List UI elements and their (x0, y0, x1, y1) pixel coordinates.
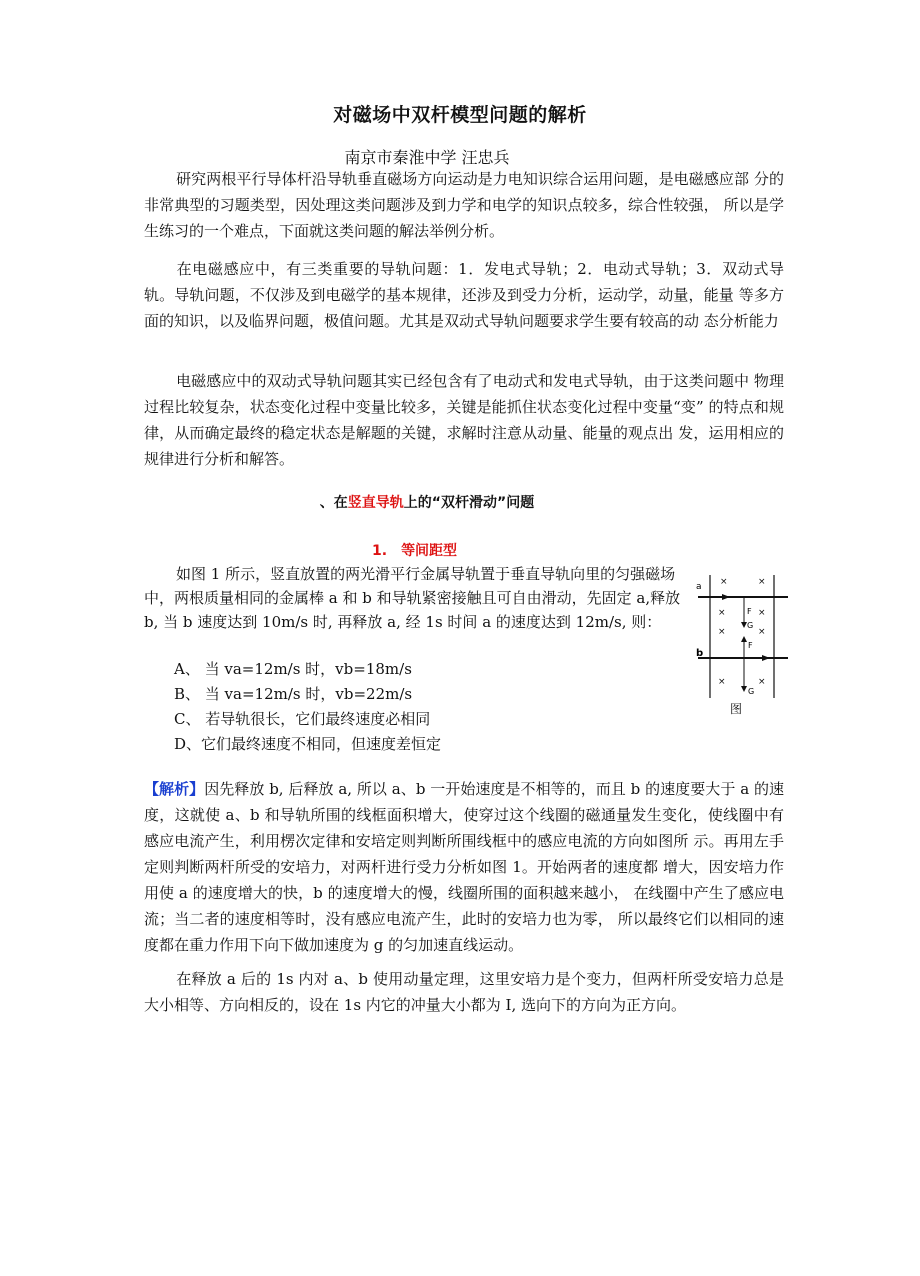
force-g-label: G (748, 687, 755, 696)
rail-diagram (692, 570, 792, 720)
current-arrow-icon (722, 594, 730, 600)
rod-b-label: b (696, 648, 704, 659)
figure-caption: 图 (730, 702, 743, 716)
arrow-up-icon (741, 636, 747, 642)
section-heading-prefix: 、在 (319, 495, 348, 511)
field-cross: × (718, 608, 726, 618)
rod-a-label: a (696, 582, 702, 592)
analysis-paragraph (144, 776, 784, 958)
question-body: 如图 1 所示，竖直放置的两光滑平行金属导轨置于垂直导轨向里的匀强磁场中，两根质量相同的金属棒 a 和 b 和导轨紧密接触且可自由滑动，先固定 a,释放 b, 当 b 速度达到 10m/s 时, 再释放 a, 经 1s 时间 a 的速度达到 12m/s, 则： (144, 565, 681, 631)
option-a: A、 当 va=12m/s 时，vb=18m/s (174, 660, 412, 678)
option-b: B、 当 va=12m/s 时，vb=22m/s (174, 685, 413, 703)
author-line: 南京市秦淮中学 汪忠兵 (344, 148, 510, 167)
intro-paragraph-2 (144, 256, 784, 334)
section-heading-highlight: 竖直导轨 (347, 495, 404, 511)
arrow-down-icon (741, 686, 747, 692)
force-f-label: F (747, 607, 752, 616)
force-f-label: F (748, 641, 753, 650)
intro-paragraph-3-text: 电磁感应中的双动式导轨问题其实已经包含有了电动式和发电式导轨，由于这类问题中 物理过程比较复杂，状态变化过程中变量比较多，关键是能抓住状态变化过程中变量“变” 的特点和规律，从而确定最终的稳定状态是解题的关键，求解时注意从动量、能量的观点出 发，运用相应的规律进行分析和解答。 (144, 372, 784, 468)
options-list (174, 657, 441, 757)
field-cross: × (758, 577, 766, 587)
intro-paragraph-2-text: 在电磁感应中，有三类重要的导轨问题：1．发电式导轨；2．电动式导轨；3．双动式导轨。导轨问题，不仅涉及到电磁学的基本规律，还涉及到受力分析，运动学，动量，能量 等多方面的知识，以及临界问题，极值问题。尤其是双动式导轨问题要求学生要有较高的动 态分析能力 (144, 260, 784, 330)
field-cross: × (718, 627, 726, 637)
page-title: 对磁场中双杆模型问题的解析 (333, 104, 587, 126)
intro-paragraph-1-text: 研究两根平行导体杆沿导轨垂直磁场方向运动是力电知识综合运用问题，是电磁感应部 分的非常典型的习题类型，因处理这类问题涉及到力学和电学的知识点较多，综合性较强， 所以是学生练习的一个难点，下面就这类问题的解法举例分析。 (144, 170, 784, 240)
final-paragraph (144, 966, 784, 1018)
final-paragraph-text: 在释放 a 后的 1s 内对 a、b 使用动量定理，这里安培力是个变力，但两杆所受安培力总是大小相等、方向相反的，设在 1s 内它的冲量大小都为 I, 选向下的方向为正方向。 (144, 970, 784, 1014)
intro-paragraph-1 (144, 166, 784, 244)
field-cross: × (758, 627, 766, 637)
magnetic-field-crosses (718, 577, 766, 687)
subsection-label: 等间距型 (401, 543, 458, 559)
field-cross: × (720, 577, 728, 587)
section-heading (0, 492, 854, 512)
field-cross: × (718, 677, 726, 687)
subsection-number: 1. (372, 543, 388, 559)
field-cross: × (758, 608, 766, 618)
question-text (144, 562, 684, 634)
analysis-label: 【解析】 (144, 780, 205, 798)
field-cross: × (758, 677, 766, 687)
force-g-label: G (747, 621, 754, 630)
option-d: D、它们最终速度不相同，但速度差恒定 (174, 735, 442, 753)
current-arrow-icon (762, 655, 770, 661)
analysis-text: 因先释放 b, 后释放 a, 所以 a、b 一开始速度是不相等的，而且 b 的速度要大于 a 的速度，这就使 a、b 和导轨所围的线框面积增大，使穿过这个线圈的磁通量发生变化，使线圈中有感应电流产生，利用楞次定律和安培定则判断所围线框中的感应电流的方向如图所 示。再用左手定则判断两杆所受的安培力，对两杆进行受力分析如图 1。开始两者的速度都 增大，因安培力作用使 a 的速度增大的快，b 的速度增大的慢，线圈所围的面积越来越小， 在线圈中产生了感应电流；当二者的速度相等时，没有感应电流产生，此时的安培力也为零， 所以最终它们以相同的速度都在重力作用下向下做加速度为 g 的匀加速直线运动。 (144, 780, 784, 954)
subsection-heading (372, 540, 457, 560)
option-c: C、 若导轨很长，它们最终速度必相同 (174, 710, 431, 728)
intro-paragraph-3 (144, 368, 784, 472)
section-heading-suffix: 上的“双杆滑动”问题 (403, 495, 535, 511)
